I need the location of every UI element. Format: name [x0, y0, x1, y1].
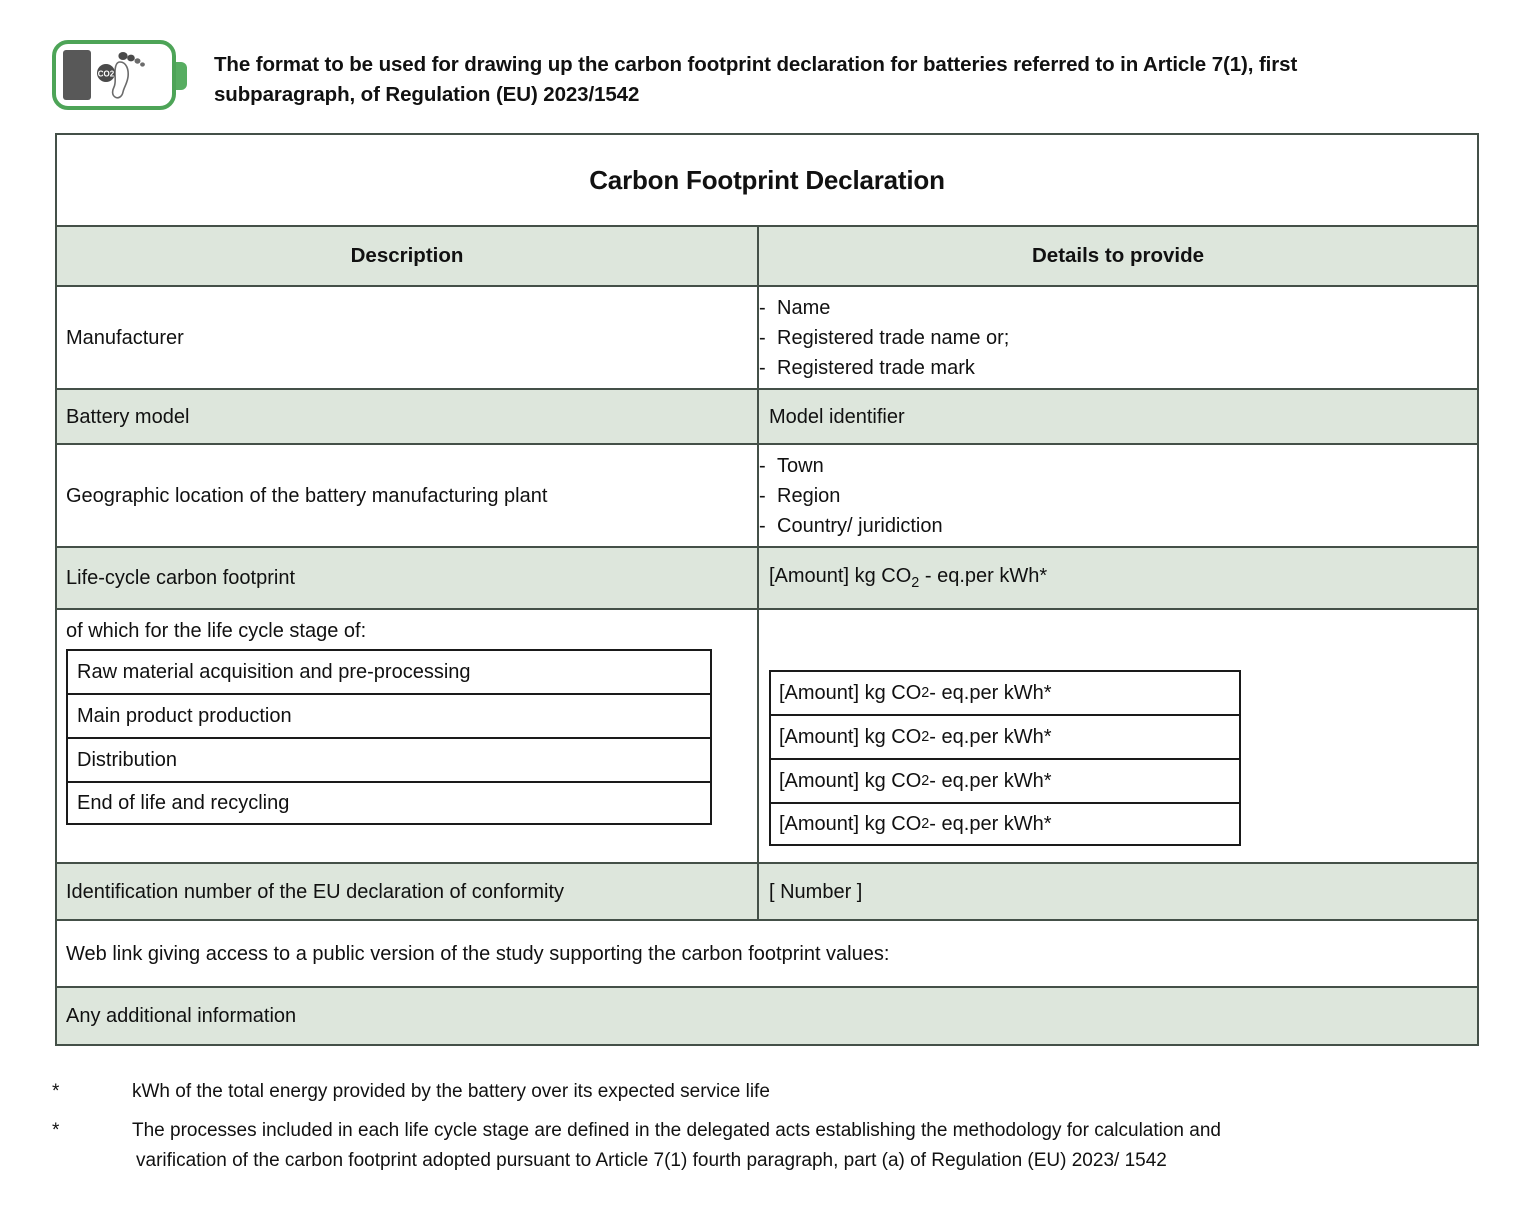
amount-prefix: [Amount] kg CO — [779, 812, 922, 835]
manufacturer-details-list — [759, 293, 1477, 383]
geographic-location-details-list — [759, 451, 1477, 541]
footprint-icon — [96, 46, 154, 104]
amount-prefix: [Amount] kg CO — [779, 769, 922, 792]
footnote-2 — [52, 1116, 1452, 1175]
identification-number-value: [ Number ] — [769, 880, 863, 903]
carbon-footprint-declaration-table — [55, 133, 1479, 1046]
list-item — [759, 293, 1477, 323]
amount-box-end-of-life-recycling — [769, 802, 1241, 846]
list-item-label: Region — [777, 484, 841, 507]
column-header-description: Description — [56, 226, 758, 286]
amount-box-distribution — [769, 758, 1241, 802]
additional-information-cell — [56, 987, 1478, 1045]
amount-box-raw-material — [769, 670, 1241, 714]
stage-box-end-of-life-recycling: End of life and recycling — [66, 781, 712, 825]
list-item — [759, 323, 1477, 353]
column-header-details: Details to provide — [758, 226, 1478, 286]
footnote-1 — [52, 1077, 1452, 1106]
table-title-cell — [56, 134, 1478, 226]
amount-subscript: 2 — [911, 575, 920, 592]
table-title-row — [56, 134, 1478, 226]
amount-suffix: - eq.per kWh* — [929, 769, 1052, 792]
manufacturer-label-cell — [56, 286, 758, 389]
list-item — [759, 481, 1477, 511]
table-row-life-cycle-stages — [56, 609, 1478, 863]
additional-information-label: Any additional information — [66, 1005, 297, 1027]
amount-box-main-product-production — [769, 714, 1241, 758]
geographic-location-details-cell — [758, 444, 1478, 547]
table-header-row — [56, 226, 1478, 286]
geographic-location-label-cell — [56, 444, 758, 547]
list-item — [759, 511, 1477, 541]
amount-subscript: 2 — [921, 729, 930, 745]
footnote-text-block — [132, 1116, 1452, 1175]
stage-box-distribution: Distribution — [66, 737, 712, 781]
battery-model-label: Battery model — [66, 405, 190, 428]
stage-box-main-product-production: Main product production — [66, 693, 712, 737]
dash-bullet: - — [759, 514, 766, 537]
identification-number-label-cell — [56, 863, 758, 920]
footnote-marker: * — [52, 1120, 60, 1142]
table-row-web-link — [56, 920, 1478, 987]
table-row-additional-information — [56, 987, 1478, 1045]
life-cycle-footprint-amount-cell — [758, 547, 1478, 609]
amount-prefix: [Amount] kg CO — [769, 565, 912, 588]
page-header — [0, 0, 1536, 110]
list-item-label: Registered trade name or; — [777, 326, 1010, 349]
amount-suffix: - eq.per kWh* — [929, 681, 1052, 704]
life-cycle-stages-amounts-cell — [758, 609, 1478, 863]
amount-subscript: 2 — [921, 773, 930, 789]
list-item — [759, 451, 1477, 481]
geographic-location-label: Geographic location of the battery manufacturing plant — [66, 484, 548, 507]
amount-subscript: 2 — [921, 816, 930, 832]
of-which-label: of which for the life cycle stage of: — [66, 620, 367, 642]
table-row-life-cycle-carbon-footprint — [56, 547, 1478, 609]
life-cycle-footprint-label: Life-cycle carbon footprint — [66, 567, 296, 589]
battery-charge-block — [63, 50, 91, 100]
table-row-battery-model — [56, 389, 1478, 444]
list-item-label: Name — [777, 296, 831, 319]
dash-bullet: - — [759, 356, 766, 379]
web-link-label: Web link giving access to a public version of the study supporting the carbon footprint values: — [66, 942, 890, 965]
identification-number-label: Identification number of the EU declaration of conformity — [66, 880, 565, 903]
table-row-manufacturer — [56, 286, 1478, 389]
manufacturer-label: Manufacturer — [66, 326, 184, 349]
life-cycle-footprint-label-cell — [56, 547, 758, 609]
list-item-label: Registered trade mark — [777, 356, 975, 379]
footnote-text-continuation: varification of the carbon footprint adopted pursuant to Article 7(1) fourth paragraph, part (a) of Regulation (EU) 2023/ 1542 — [136, 1149, 1167, 1171]
battery-model-label-cell — [56, 389, 758, 444]
battery-terminal-shape — [176, 62, 187, 90]
amount-suffix: - eq.per kWh* — [919, 565, 1048, 588]
battery-carbon-footprint-icon — [52, 40, 180, 110]
table-row-identification-number — [56, 863, 1478, 920]
dash-bullet: - — [759, 454, 766, 477]
battery-model-details-cell — [758, 389, 1478, 444]
list-item-label: Country/ juridiction — [777, 514, 943, 537]
footnote-text: kWh of the total energy provided by the battery over its expected service life — [132, 1081, 770, 1102]
amount-prefix: [Amount] kg CO — [779, 725, 922, 748]
identification-number-details-cell — [758, 863, 1478, 920]
footnotes-section — [52, 1077, 1452, 1185]
manufacturer-details-cell — [758, 286, 1478, 389]
footnote-marker: * — [52, 1081, 60, 1102]
dash-bullet: - — [759, 326, 766, 349]
list-item — [759, 353, 1477, 383]
co2-icon-label: CO2 — [97, 69, 115, 79]
life-cycle-footprint-amount — [759, 551, 1477, 605]
battery-model-details: Model identifier — [769, 405, 905, 428]
dash-bullet: - — [759, 484, 766, 507]
amount-prefix: [Amount] kg CO — [779, 681, 922, 704]
footnote-text: The processes included in each life cycle stage are defined in the delegated acts establishing the methodology for calculation and — [132, 1120, 1221, 1142]
life-cycle-stages-label-cell — [56, 609, 758, 863]
amount-suffix: - eq.per kWh* — [929, 812, 1052, 835]
page-title: The format to be used for drawing up the carbon footprint declaration for batteries referred to in Article 7(1), first subparagraph, of Regulation (EU) 2023/1542 — [214, 53, 1298, 106]
dash-bullet: - — [759, 296, 766, 319]
amount-suffix: - eq.per kWh* — [929, 725, 1052, 748]
amount-subscript: 2 — [921, 685, 930, 701]
table-row-geographic-location — [56, 444, 1478, 547]
list-item-label: Town — [777, 454, 824, 477]
stage-box-raw-material: Raw material acquisition and pre-processing — [66, 649, 712, 693]
stage-amounts-group — [759, 610, 1477, 846]
web-link-cell — [56, 920, 1478, 987]
table-title: Carbon Footprint Declaration — [589, 164, 945, 195]
